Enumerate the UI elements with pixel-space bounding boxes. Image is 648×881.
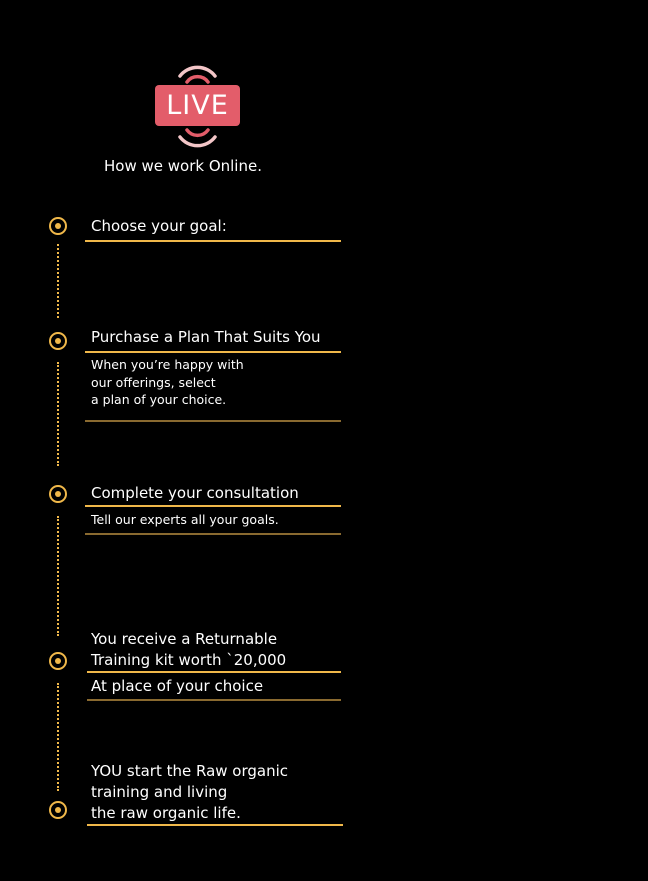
timeline-connector xyxy=(57,683,59,791)
step-5-title: YOU start the Raw organic xyxy=(91,762,289,780)
divider xyxy=(87,671,341,673)
step-marker-icon xyxy=(49,332,67,350)
step-2-desc: a plan of your choice. xyxy=(91,392,227,407)
step-5-title: training and living xyxy=(91,783,228,801)
step-marker-icon xyxy=(49,485,67,503)
step-4-desc: At place of your choice xyxy=(91,677,264,695)
step-4-title: You receive a Returnable xyxy=(91,630,278,648)
divider xyxy=(87,824,343,826)
divider xyxy=(85,505,341,507)
step-5-title: the raw organic life. xyxy=(91,804,241,822)
step-2-desc: our offerings, select xyxy=(91,375,216,390)
timeline-connector xyxy=(57,244,59,318)
step-marker-icon xyxy=(49,652,67,670)
step-marker-icon xyxy=(49,801,67,819)
step-3-title: Complete your consultation xyxy=(91,484,299,502)
step-1-title: Choose your goal: xyxy=(91,217,227,235)
divider xyxy=(85,351,341,353)
divider xyxy=(85,420,341,422)
step-2-title: Purchase a Plan That Suits You xyxy=(91,328,321,346)
divider xyxy=(87,699,341,701)
divider xyxy=(85,533,341,535)
timeline-connector xyxy=(57,362,59,466)
divider xyxy=(85,240,341,242)
page-subtitle: How we work Online. xyxy=(104,157,262,175)
live-badge-label: LIVE xyxy=(166,90,229,121)
timeline-connector xyxy=(57,516,59,636)
step-4-title: Training kit worth `20,000 xyxy=(91,651,287,669)
step-3-desc: Tell our experts all your goals. xyxy=(91,512,279,527)
step-2-desc: When you’re happy with xyxy=(91,357,244,372)
step-marker-icon xyxy=(49,217,67,235)
